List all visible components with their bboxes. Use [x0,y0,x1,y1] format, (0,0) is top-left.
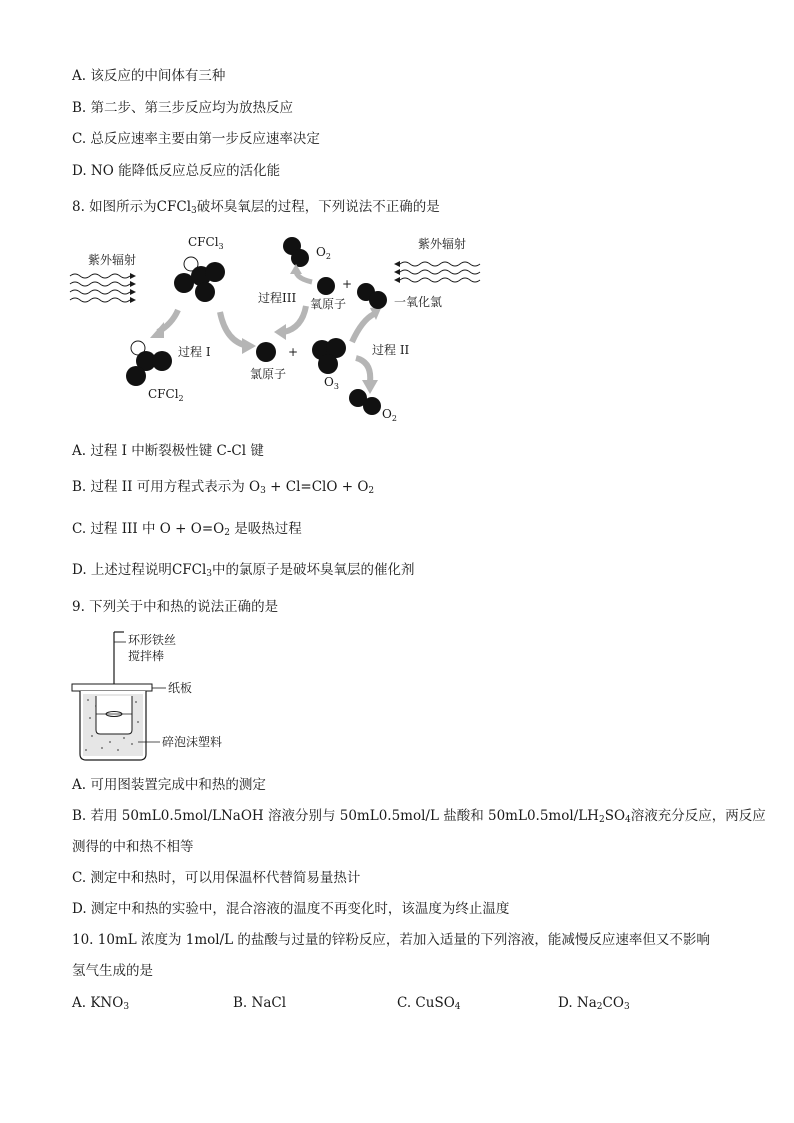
q10-option-c [397,994,461,1012]
q10-option-d-sub1: 2 [596,1002,603,1012]
q8-option-d-formula: CFCl [171,562,207,578]
q10-option-d [558,994,630,1012]
q8-option-c-pre: C. 过程 III 中 O + O=O [72,521,225,537]
q9-option-b-line2: 测得的中和热不相等 [72,839,194,855]
o2-top-molecule [283,237,309,267]
q8-option-b-pre: B. 过程 II 可用方程式表示为 O [72,479,261,495]
o2-top-text: O [316,245,326,259]
process-3-label: 过程III [258,291,297,305]
q7-option-c: C. 总反应速率主要由第一步反应速率决定 [72,131,320,147]
clo-label: 一氧化氯 [394,295,443,309]
stirrer-label-2: 搅拌棒 [128,649,165,663]
process-1-arrowhead [150,322,164,338]
o2-bottom-text: O [382,407,392,421]
q10-option-d-sub2: 3 [623,1002,630,1012]
o2-bottom-sub: 2 [391,414,397,423]
q8-stem-formula: CFCl [156,199,192,215]
q9-option-b-sub1: 2 [598,815,605,825]
o2-bottom-label [382,407,397,423]
process-3-arrow [284,306,306,332]
q8-option-b-mid: + Cl=ClO + O [265,479,369,495]
process-2-arrow [356,358,370,382]
uv-label-right: 紫外辐射 [418,237,467,251]
stirrer-label-1: 环形铁丝 [128,633,177,647]
ozone-molecule [312,338,346,374]
to-chlorine-arrowhead [242,338,256,354]
q8-option-c [72,520,302,538]
cfcl2-label [148,387,184,403]
q8-option-b-sub1: 3 [260,486,266,496]
cfcl2-text: CFCl [148,387,179,401]
uv-waves-right [400,262,480,282]
uv-waves-left [70,274,130,302]
q9-option-b-line1 [72,807,766,825]
q7-option-d: D. NO 能降低反应总反应的活化能 [72,163,281,179]
q8-option-c-post: 是吸热过程 [229,521,302,537]
q7-option-b: B. 第二步、第三步反应均为放热反应 [72,100,294,116]
board [72,684,152,691]
q9-option-b-mid: SO [604,808,626,824]
plus-sign-2: + [342,277,353,291]
o3-label [324,375,339,391]
process-2-label: 过程 II [372,343,410,357]
q8-stem-post: 破坏臭氧层的过程，下列说法不正确的是 [196,199,440,215]
q8-stem-pre: 8. 如图所示为 [72,199,157,215]
q9-option-b-pre: B. 若用 50mL0.5mol/LNaOH 溶液分别与 50mL0.5mol/L 盐酸和 50mL0.5mol/LH [72,808,599,824]
q10-option-c-sub: 4 [454,1002,461,1012]
q8-option-c-sub: 2 [224,528,230,538]
q8-option-d [72,561,415,579]
q9-option-b-sub2: 4 [625,815,631,825]
cfcl3-label [188,235,224,251]
q8-option-d-post: 中的氯原子是破坏臭氧层的催化剂 [212,562,415,578]
q8-stem-sub: 3 [191,206,197,216]
q10-option-a-sub: 3 [123,1002,130,1012]
q10-stem-line2: 氢气生成的是 [72,963,153,979]
o3-text: O [324,375,334,389]
foam-label: 碎泡沫塑料 [162,735,223,749]
q8-option-b-sub2: 2 [368,486,375,496]
q9-option-a: A. 可用图装置完成中和热的测定 [72,777,266,793]
process-3-arrowhead [274,324,286,340]
o2-top-label [316,245,331,261]
uv-label-left: 紫外辐射 [88,253,137,267]
chlorine-atom-label: 氯原子 [250,367,287,381]
process-1-label: 过程 I [178,345,211,359]
plus-sign-1: + [288,345,299,359]
cfcl2-sub: 2 [178,394,184,403]
q7-option-a: A. 该反应的中间体有三种 [72,68,226,84]
q10-option-a [72,994,129,1012]
oxygen-atom [317,277,335,295]
cfcl3-text: CFCl [188,235,219,249]
q10-option-a-text: A. KNO [72,995,124,1011]
board-label: 纸板 [168,681,193,695]
cfcl3-molecule [174,257,225,302]
q8-stem [72,198,440,216]
q10-option-c-text: C. CuSO [397,995,455,1011]
o2-bottom-molecule [349,389,381,415]
clo-molecule [357,283,387,309]
q8-option-d-pre: D. 上述过程说明 [72,562,172,578]
calorimeter-diagram [66,626,266,766]
inner-beaker [96,696,132,734]
uv-arrowheads-left [130,273,136,303]
to-clo-arrow [352,314,374,342]
oxygen-atom-label: 氧原子 [310,297,347,311]
ozone-depletion-diagram [60,226,500,426]
q10-option-d-pre: D. Na [558,995,597,1011]
chlorine-atom [256,342,276,362]
q10-option-b: B. NaCl [233,995,287,1011]
uv-arrowheads-right [394,261,400,283]
q10-option-d-mid: CO [602,995,624,1011]
o2-top-sub: 2 [325,252,331,261]
q9-stem: 9. 下列关于中和热的说法正确的是 [72,599,279,615]
q9-option-c: C. 测定中和热时，可以用保温杯代替简易量热计 [72,870,361,886]
cfcl2-molecule [126,341,172,386]
o3-sub: 3 [333,382,339,391]
q8-option-d-sub: 3 [206,569,213,579]
q9-option-d: D. 测定中和热的实验中，混合溶液的温度不再变化时，该温度为终止温度 [72,901,510,917]
q8-option-a: A. 过程 I 中断裂极性键 C-Cl 键 [72,443,264,459]
cfcl3-sub: 3 [218,242,224,251]
q10-stem-line1: 10. 10mL 浓度为 1mol/L 的盐酸与过量的锌粉反应，若加入适量的下列溶液，能减慢反应速率但又不影响 [72,932,710,948]
q9-option-b-post: 溶液充分反应，两反应 [630,808,766,824]
q8-option-b [72,478,374,496]
